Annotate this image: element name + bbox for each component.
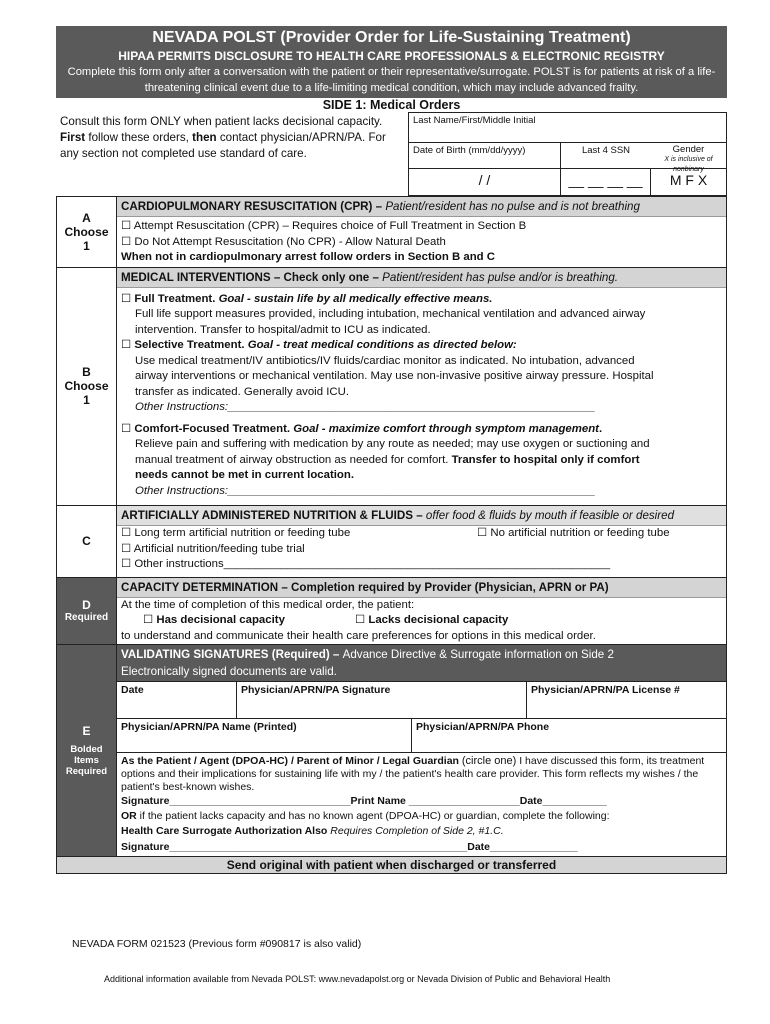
section-c-title: ARTIFICIALLY ADMINISTERED NUTRITION & FLUIDS – offer food & fluids by mouth if feasible or desired — [117, 506, 726, 526]
consult-instructions: Consult this form ONLY when patient lacks decisional capacity. First follow these orders, then contact physician/APRN/PA. For any section not completed use standard of care. — [60, 115, 386, 160]
send-original-bar: Send original with patient when discharged or transferred — [56, 856, 727, 874]
electronic-note: Electronically signed documents are valid. — [117, 664, 726, 681]
section-b-title: MEDICAL INTERVENTIONS – Check only one – Patient/resident has pulse and/or is breathing. — [117, 268, 726, 288]
agent-signature-line[interactable]: Signature_______________________________Print Name ___________________Date___________ — [121, 795, 607, 807]
section-a-note: When not in cardiopulmonary arrest follow orders in Section B and C — [121, 251, 496, 263]
nutrition-other-option[interactable]: ☐ Other instructions_____________________________________________________________ — [121, 558, 611, 570]
gender-field-label: Gender — [672, 144, 705, 155]
gender-options[interactable]: M F X — [669, 172, 708, 188]
or-line: OR if the patient lacks capacity and has no known agent (DPOA-HC) or guardian, complete the following: — [121, 810, 610, 822]
comfort-desc2: manual treatment of airway obstruction as needed for comfort. Transfer to hospital only if comfort — [135, 453, 640, 466]
full-treatment-desc: Full life support measures provided, including intubation, mechanical ventilation and advanced airway — [135, 308, 646, 320]
section-a-label: A Choose 1 — [57, 197, 117, 267]
has-capacity-option[interactable]: ☐ Has decisional capacity — [143, 614, 285, 626]
surrogate-line: Health Care Surrogate Authorization Also Requires Completion of Side 2, #1.C. — [121, 825, 504, 837]
section-d-label: D Required — [57, 578, 117, 645]
comfort-treatment-option[interactable]: ☐ Comfort-Focused Treatment. Goal - maximize comfort through symptom management. — [121, 422, 603, 435]
physician-signature-field[interactable]: Physician/APRN/PA Signature — [237, 682, 527, 718]
hipaa-subtitle: HIPAA PERMITS DISCLOSURE TO HEALTH CARE PROFESSIONALS & ELECTRONIC REGISTRY — [118, 49, 665, 63]
additional-info: Additional information available from Nevada POLST: www.nevadapolst.org or Nevada Division of Public and Behavioral Health — [104, 974, 611, 984]
patient-name-field[interactable]: Last Name/First/Middle Initial — [409, 113, 726, 143]
dob-field-label: Date of Birth (mm/dd/yyyy) — [409, 143, 561, 168]
full-treatment-desc2: intervention. Transfer to hospital/admit to ICU as indicated. — [135, 323, 431, 336]
section-b-label: B Choose 1 — [57, 268, 117, 506]
intro-text: Complete this form only after a conversation with the patient or their representative/surrogate. POLST is for patients at risk of a life-threatening clinical event due to a life-limiting medical condition, which may include advanced frailty. — [67, 66, 716, 94]
lacks-capacity-option[interactable]: ☐ Lacks decisional capacity — [355, 614, 509, 626]
section-c-label: C — [57, 506, 117, 577]
section-a — [56, 196, 727, 267]
other-instructions-2[interactable]: Other Instructions:__________________________________________________________ — [135, 484, 596, 497]
license-field[interactable]: Physician/APRN/PA License # — [531, 684, 680, 696]
polst-form — [56, 26, 727, 874]
physician-phone-field[interactable]: Physician/APRN/PA Phone — [416, 721, 550, 733]
capacity-outro: to understand and communicate their health care preferences for options in this medical order. — [121, 629, 596, 642]
agent-statement: As the Patient / Agent (DPOA-HC) / Parent of Minor / Legal Guardian (circle one) I have discussed this form, its treatment options and their implications for sustaining life with my / the patient's health care provider. This form reflects my wishes / the patient's best-known wishes. — [121, 755, 705, 793]
section-c — [56, 505, 727, 577]
comfort-desc: Relieve pain and suffering with medication by any route as needed; may use oxygen or suctioning and — [135, 438, 650, 450]
agent-section — [117, 752, 726, 856]
selective-desc2: airway interventions or mechanical ventilation. May use non-invasive positive airway pressure. Hospital — [135, 370, 654, 382]
physician-name-field[interactable]: Physician/APRN/PA Name (Printed) — [117, 719, 412, 752]
section-e-label: E Bolded Items Required — [57, 645, 117, 856]
section-d-title: CAPACITY DETERMINATION – Completion required by Provider (Physician, APRN or PA) — [117, 578, 726, 598]
selective-desc3: transfer as indicated. Generally avoid ICU. — [135, 385, 349, 398]
capacity-intro: At the time of completion of this medical order, the patient: — [121, 598, 415, 611]
form-header — [56, 26, 727, 98]
selective-desc: Use medical treatment/IV antibiotics/IV fluids/cardiac monitor as indicated. No intubation, advanced — [135, 354, 635, 367]
section-d — [56, 577, 727, 645]
full-treatment-option[interactable]: ☐ Full Treatment. Goal - sustain life by all medically effective means. — [121, 292, 493, 305]
ssn-input[interactable]: __ __ __ __ — [561, 169, 651, 195]
form-number: NEVADA FORM 021523 (Previous form #090817 is also valid) — [72, 938, 362, 950]
other-instructions-1[interactable]: Other Instructions:__________________________________________________________ — [135, 401, 596, 413]
form-title: NEVADA POLST (Provider Order for Life-Sustaining Treatment) — [152, 29, 631, 46]
dob-input[interactable]: / / — [409, 169, 561, 195]
patient-info-box — [408, 112, 727, 196]
section-a-title: CARDIOPULMONARY RESUSCITATION (CPR) – Patient/resident has no pulse and is not breathing — [117, 197, 726, 217]
side-title: SIDE 1: Medical Orders — [322, 98, 461, 112]
gender-note: X is inclusive of nonbinary — [664, 156, 713, 173]
long-term-nutrition-option[interactable]: ☐ Long term artificial nutrition or feeding tube — [121, 527, 351, 539]
section-e-title: VALIDATING SIGNATURES (Required) – Advance Directive & Surrogate information on Side 2 — [117, 645, 726, 664]
comfort-desc3: needs cannot be met in current location. — [135, 469, 354, 481]
nutrition-trial-option[interactable]: ☐ Artificial nutrition/feeding tube trial — [121, 542, 305, 555]
surrogate-signature-line[interactable]: Signature___________________________________________________Date_______________ — [121, 841, 578, 853]
no-nutrition-option[interactable]: ☐ No artificial nutrition or feeding tube — [477, 527, 670, 539]
date-field[interactable]: Date — [117, 682, 237, 718]
selective-treatment-option[interactable]: ☐ Selective Treatment. Goal - treat medical conditions as directed below: — [121, 339, 517, 351]
cpr-attempt-option[interactable]: ☐ Attempt Resuscitation (CPR) – Requires choice of Full Treatment in Section B — [121, 220, 527, 232]
cpr-dnr-option[interactable]: ☐ Do Not Attempt Resuscitation (No CPR) - Allow Natural Death — [121, 235, 446, 248]
ssn-field-label: Last 4 SSN — [581, 145, 631, 156]
section-b — [56, 267, 727, 506]
section-e — [56, 644, 727, 856]
